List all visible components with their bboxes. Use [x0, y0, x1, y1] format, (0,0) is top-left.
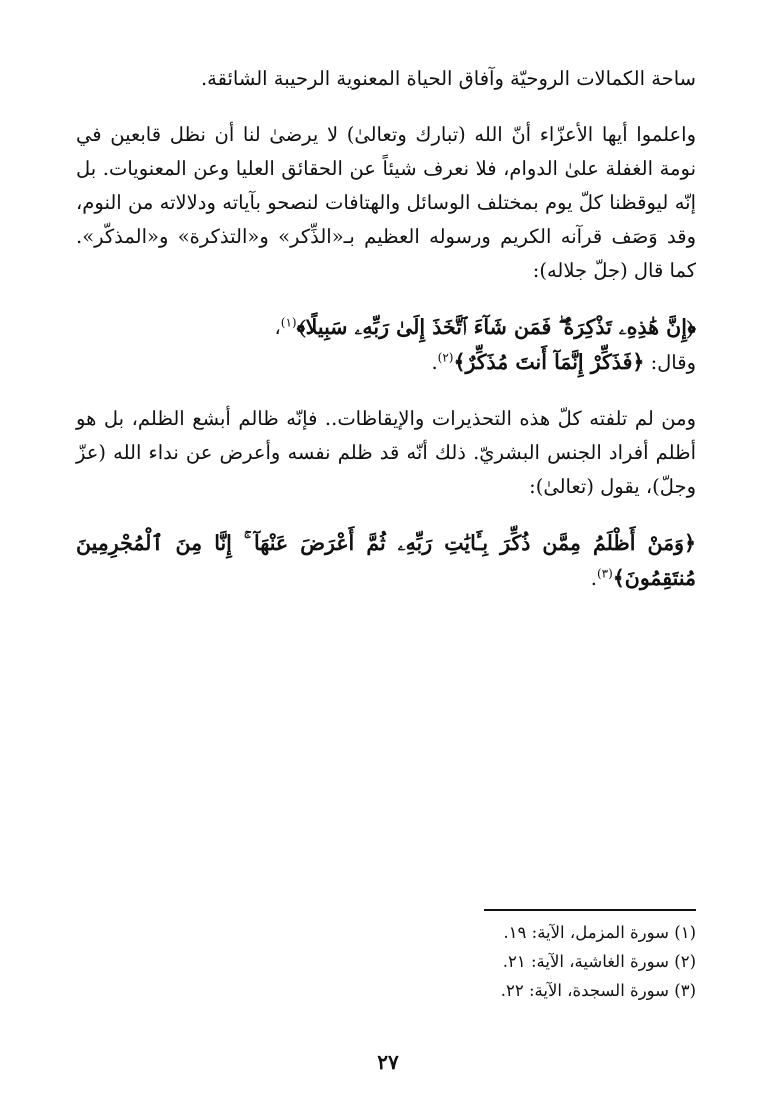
footnotes: [380, 918, 696, 1005]
footnote-separator: [484, 909, 696, 911]
paragraph-3: ومن لم تلفته كلّ هذه التحذيرات والإيقاظات.. فإنّه ظالم أبشع الظلم، بل هو أظلم أفراد الجنس البشريّ. ذلك أنّه قد ظلم نفسه وأعرض عن نداء الله (عزّ وجلّ)، يقول (تعالىٰ):: [76, 407, 696, 498]
footnote-2: (٢) سورة الغاشية، الآية: ٢١.: [502, 952, 696, 971]
verse-intro: وقال:: [644, 351, 696, 374]
verse-punctuation: ،: [274, 316, 281, 339]
quran-verses-block-1: [76, 310, 696, 380]
paragraph-gap: [76, 96, 696, 118]
page-number: ٢٧: [377, 1050, 399, 1074]
page-body: [76, 62, 696, 596]
paragraph-gap: [76, 504, 696, 526]
footnote-ref-3: (٣): [596, 566, 613, 581]
quran-verses-block-2: [76, 526, 696, 596]
verse-punctuation: .: [590, 567, 597, 590]
verse-punctuation: .: [431, 351, 438, 374]
footnote-1: (١) سورة المزمل، الآية: ١٩.: [503, 923, 696, 942]
paragraph-gap: [76, 380, 696, 402]
paragraph-1: ساحة الكمالات الروحيّة وآفاق الحياة المعنوية الرحيبة الشائقة.: [200, 67, 696, 90]
quran-verse-3: ﴿وَمَنْ أَظْلَمُ مِمَّن ذُكِّرَ بِـَٔايَٰتِ رَبِّهِۦ ثُمَّ أَعْرَضَ عَنْهَآ ۚ إِنَّا مِنَ ٱلْمُجْرِمِينَ مُنتَقِمُونَ﴾: [76, 531, 696, 590]
paragraph-2: واعلموا أيها الأعزّاء أنّ الله (تبارك وتعالىٰ) لا يرضىٰ لنا أن نظل قابعين في نومة الغفلة علىٰ الدوام، فلا نعرف شيئاً عن الحقائق العليا وعن المعنويات. بل إنّه ليوقظنا كلّ يوم بمختلف الوسائل والهتافات لنصحو بآياته ودلالاته من النوم، وقد وَصَف قرآنه الكريم ورسوله العظيم بـ«الذِّكر» و«التذكرة» و«المذكّر». كما قال (جلّ جلاله):: [76, 123, 696, 282]
footnote-3: (٣) سورة السجدة، الآية: ٢٢.: [500, 981, 696, 1000]
quran-verse-2: ﴿فَذَكِّرْ إِنَّمَآ أَنتَ مُذَكِّرٌ﴾: [453, 350, 645, 374]
quran-verse-1: ﴿إِنَّ هَٰذِهِۦ تَذْكِرَةٌ ۖ فَمَن شَآءَ ٱتَّخَذَ إِلَىٰ رَبِّهِۦ سَبِيلًا﴾: [296, 315, 696, 339]
footnote-ref-1: (١): [280, 315, 297, 330]
footnote-ref-2: (٢): [437, 350, 454, 365]
paragraph-gap: [76, 288, 696, 310]
